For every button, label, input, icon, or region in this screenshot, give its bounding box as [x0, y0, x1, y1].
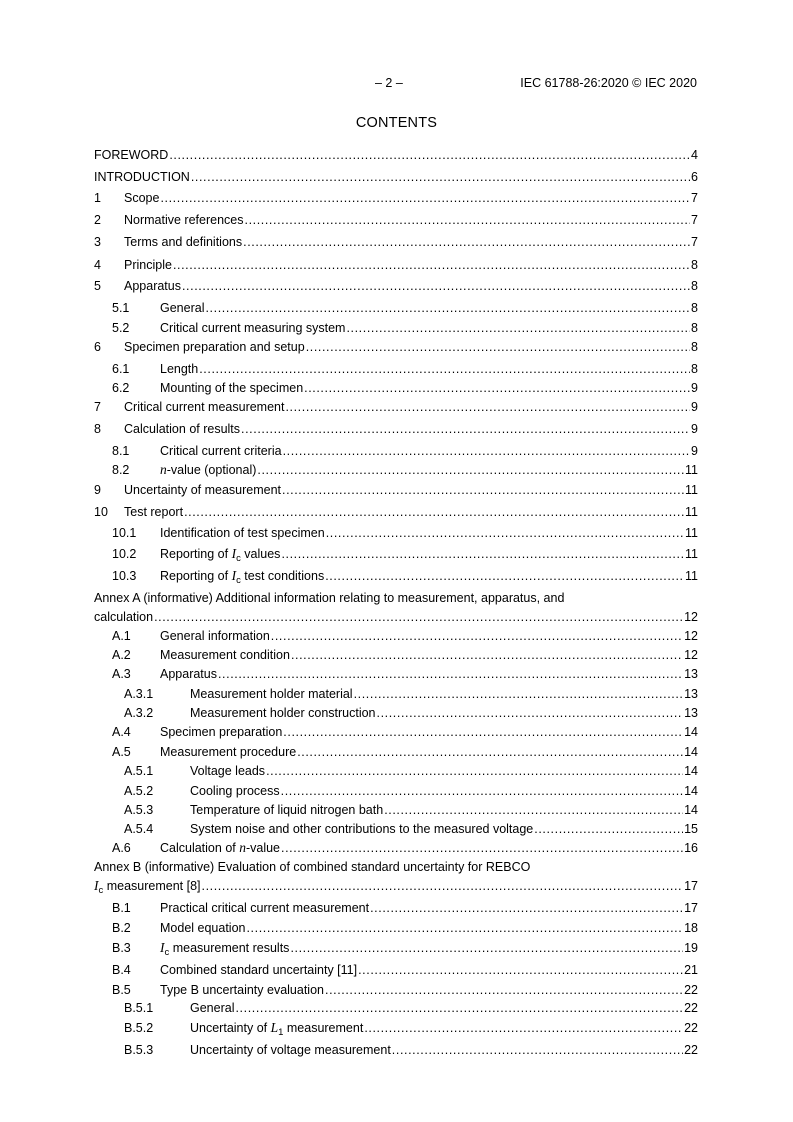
dot-leader: [297, 744, 683, 760]
toc-entry-row[interactable]: [94, 763, 698, 779]
dot-leader: [199, 361, 690, 377]
entry-title-text: General information: [160, 629, 270, 643]
toc-entry-row[interactable]: [94, 300, 698, 316]
entry-title: [190, 1020, 363, 1036]
entry-title: [160, 443, 282, 459]
dot-leader: [306, 339, 690, 355]
entry-number: B.2: [112, 921, 131, 935]
entry-page-number: 11: [685, 483, 698, 497]
dot-leader: [358, 962, 683, 978]
symbol-text: I: [231, 546, 237, 561]
entry-page-number: 22: [684, 1001, 698, 1015]
dot-leader: [205, 300, 690, 316]
entry-page-number: 17: [684, 901, 698, 915]
entry-number: 7: [94, 400, 101, 414]
entry-page-number: 22: [684, 983, 698, 997]
entry-page-number: 14: [684, 784, 698, 798]
entry-page-number: 9: [691, 444, 698, 458]
symbol-subscript: 1: [278, 1027, 284, 1038]
entry-title-text: -value (optional): [166, 463, 257, 477]
entry-page-number: 9: [691, 400, 698, 414]
dot-leader: [285, 399, 690, 415]
entry-title: [160, 300, 204, 316]
entry-page-number: 8: [691, 301, 698, 315]
entry-title: [190, 1042, 391, 1058]
entry-page-number: 6: [691, 170, 698, 184]
entry-page-number: 14: [684, 725, 698, 739]
entry-page-number: 8: [691, 321, 698, 335]
entry-title-text: Principle: [124, 258, 172, 272]
entry-page-number: 21: [684, 963, 698, 977]
entry-page-number: 11: [685, 463, 698, 477]
entry-title: [124, 504, 183, 520]
dot-leader: [325, 982, 683, 998]
symbol-text: L: [270, 1020, 279, 1035]
entry-title-prefix: Calculation of: [160, 841, 240, 855]
toc-entry-row[interactable]: [94, 724, 698, 740]
entry-title: [160, 647, 290, 663]
dot-leader: [257, 462, 684, 478]
entry-page-number: 12: [684, 629, 698, 643]
toc-entry-row[interactable]: [94, 169, 698, 185]
entry-title: [124, 190, 159, 206]
dot-leader: [202, 878, 684, 894]
toc-entry-row[interactable]: [94, 278, 698, 294]
dot-leader: [377, 705, 684, 721]
entry-title: [160, 940, 289, 956]
entry-number: A.3.1: [124, 687, 154, 701]
dot-leader: [169, 147, 690, 163]
entry-title: [160, 628, 270, 644]
entry-number: B.5.1: [124, 1001, 154, 1015]
dot-leader: [173, 257, 690, 273]
entry-number: 4: [94, 258, 101, 272]
entry-number: 2: [94, 213, 101, 227]
entry-page-number: 7: [691, 235, 698, 249]
dot-leader: [246, 920, 683, 936]
entry-page-number: 19: [684, 941, 698, 955]
toc-entry-row[interactable]: [94, 840, 698, 856]
dot-leader: [271, 628, 683, 644]
entry-number: B.5: [112, 983, 131, 997]
entry-number: 10: [94, 505, 108, 519]
symbol-subscript: c: [98, 885, 104, 896]
dot-leader: [326, 525, 684, 541]
entry-page-number: 13: [684, 667, 698, 681]
page-number: – 2 –: [375, 76, 403, 90]
entry-title: [190, 821, 533, 837]
entry-page-number: 16: [684, 841, 698, 855]
entry-page-number: 13: [684, 706, 698, 720]
entry-number: B.5.2: [124, 1021, 154, 1035]
entry-number: B.1: [112, 901, 131, 915]
entry-page-number: 11: [685, 569, 698, 583]
entry-page-number: 8: [691, 362, 698, 376]
entry-title-text: Specimen preparation and setup: [124, 340, 305, 354]
toc-entry-row[interactable]: [94, 399, 698, 415]
entry-number: 3: [94, 235, 101, 249]
entry-number: 8.1: [112, 444, 130, 458]
symbol-text: I: [94, 878, 99, 893]
entry-title: [160, 920, 245, 936]
toc-entry-row[interactable]: [94, 257, 698, 273]
entry-page-number: 11: [685, 526, 698, 540]
symbol-text: n: [239, 840, 246, 855]
entry-title: [124, 212, 244, 228]
symbol-text: I: [231, 568, 237, 583]
toc-entry-row[interactable]: [94, 1020, 698, 1036]
dot-leader: [191, 169, 690, 185]
toc-entry-row[interactable]: [94, 525, 698, 541]
toc-entry-row[interactable]: [94, 380, 698, 396]
entry-title: [160, 724, 282, 740]
dot-leader: [291, 647, 683, 663]
entry-title-prefix: Uncertainty of: [190, 1021, 271, 1035]
entry-title: [160, 361, 198, 377]
entry-title: [124, 257, 172, 273]
entry-title-prefix: Reporting of: [160, 569, 232, 583]
entry-title: [94, 169, 190, 185]
entry-title: [124, 234, 242, 250]
entry-title-text: INTRODUCTION: [94, 170, 190, 184]
entry-title-text: System noise and other contributions to the measured voltage: [190, 822, 534, 836]
entry-title: [160, 962, 357, 978]
entry-page-number: 8: [691, 340, 698, 354]
dot-leader: [266, 763, 683, 779]
entry-title-text: Normative references: [124, 213, 244, 227]
entry-page-number: 14: [684, 803, 698, 817]
entry-number: A.6: [112, 841, 131, 855]
entry-title-text: Measurement holder material: [190, 687, 353, 701]
toc-entry-row[interactable]: [94, 686, 698, 702]
entry-number: 1: [94, 191, 101, 205]
entry-title-text: Apparatus: [160, 667, 217, 681]
entry-title-text: Annex A (informative) Additional information relating to measurement, apparatus, and: [94, 591, 565, 605]
toc-entry-row[interactable]: [94, 821, 698, 837]
symbol-subscript: c: [236, 553, 241, 564]
dot-leader: [346, 320, 690, 336]
entry-title-text: General: [190, 1001, 235, 1015]
entry-title-text: Test report: [124, 505, 184, 519]
entry-title-text: Identification of test specimen: [160, 526, 325, 540]
toc-entry-row[interactable]: [94, 878, 698, 894]
entry-title: [190, 1000, 234, 1016]
entry-title: [94, 147, 168, 163]
toc-entry-row[interactable]: [94, 647, 698, 663]
entry-page-number: 7: [691, 191, 698, 205]
dot-leader: [282, 482, 684, 498]
symbol-subscript: c: [236, 575, 241, 586]
entry-number: A.5.4: [124, 822, 154, 836]
entry-title-text: Terms and definitions: [124, 235, 243, 249]
entry-number: A.1: [112, 629, 131, 643]
entry-title: [160, 840, 280, 856]
entry-page-number: 12: [684, 610, 698, 624]
entry-number: 5: [94, 279, 101, 293]
entry-page-number: 22: [684, 1043, 698, 1057]
entry-page-number: 13: [684, 687, 698, 701]
entry-title: [124, 482, 281, 498]
dot-leader: [241, 421, 690, 437]
entry-title-text: Temperature of liquid nitrogen bath: [190, 803, 384, 817]
entry-number: A.5.3: [124, 803, 154, 817]
entry-number: 6.1: [112, 362, 130, 376]
dot-leader: [281, 840, 683, 856]
toc-entry-row[interactable]: [94, 546, 698, 562]
entry-title-text: Voltage leads: [190, 764, 266, 778]
entry-title-text: General: [160, 301, 205, 315]
dot-leader: [304, 380, 690, 396]
entry-title-continuation: calculation: [94, 610, 154, 624]
entry-title-text: Type B uncertainty evaluation: [160, 983, 324, 997]
entry-page-number: 9: [691, 422, 698, 436]
dot-leader: [218, 666, 683, 682]
toc-entry-row[interactable]: [94, 744, 698, 760]
toc-entry-row[interactable]: [94, 982, 698, 998]
dot-leader: [235, 1000, 683, 1016]
symbol-text: n: [160, 462, 167, 477]
entry-title-text: Uncertainty of measurement: [124, 483, 282, 497]
toc-entry-row[interactable]: [94, 504, 698, 520]
entry-page-number: 12: [684, 648, 698, 662]
entry-title: [190, 763, 265, 779]
toc-entry-row[interactable]: [94, 802, 698, 818]
toc-entry-row[interactable]: [94, 568, 698, 584]
entry-number: B.5.3: [124, 1043, 154, 1057]
entry-page-number: 11: [685, 547, 698, 561]
dot-leader: [281, 546, 684, 562]
entry-number: B.3: [112, 941, 131, 955]
dot-leader: [283, 443, 690, 459]
toc-entry-row[interactable]: [94, 190, 698, 206]
page-header: [0, 76, 793, 92]
toc-entry-row[interactable]: [94, 443, 698, 459]
entry-title: [160, 525, 325, 541]
standard-reference: IEC 61788-26:2020 © IEC 2020: [520, 76, 697, 90]
entry-title-text: Specimen preparation: [160, 725, 283, 739]
dot-leader: [154, 609, 683, 625]
toc-entry-row[interactable]: [94, 462, 698, 478]
entry-number: B.4: [112, 963, 131, 977]
toc-entry-row[interactable]: [94, 962, 698, 978]
toc-entry-row[interactable]: [94, 628, 698, 644]
dot-leader: [160, 190, 690, 206]
entry-number: A.4: [112, 725, 131, 739]
entry-title: [124, 421, 240, 437]
toc-entry-row[interactable]: [94, 940, 698, 956]
entry-title-text: Uncertainty of voltage measurement: [190, 1043, 391, 1057]
toc-entry-row[interactable]: [94, 147, 698, 163]
symbol-subscript: c: [164, 947, 170, 958]
entry-title: [124, 339, 305, 355]
toc-entry-row[interactable]: [94, 421, 698, 437]
entry-title-text: Measurement holder construction: [190, 706, 376, 720]
dot-leader: [290, 940, 683, 956]
toc-entry-row[interactable]: [94, 1000, 698, 1016]
entry-title-text: FOREWORD: [94, 148, 169, 162]
entry-title-text: values: [240, 547, 281, 561]
toc-entry-row[interactable]: [94, 339, 698, 355]
toc-entry-row[interactable]: [94, 900, 698, 916]
toc-entry-row[interactable]: [94, 666, 698, 682]
entry-title-prefix: Reporting of: [160, 547, 232, 561]
entry-number: 10.2: [112, 547, 137, 561]
entry-number: 5.2: [112, 321, 130, 335]
entry-title-text: measurement results: [169, 941, 290, 955]
toc-entry-row[interactable]: [94, 1042, 698, 1058]
toc-entry-row[interactable]: [94, 705, 698, 721]
dot-leader: [184, 504, 684, 520]
entry-title-text: -value: [245, 841, 281, 855]
dot-leader: [392, 1042, 683, 1058]
entry-title-text: Combined standard uncertainty [11]: [160, 963, 358, 977]
toc-entry-row[interactable]: [94, 920, 698, 936]
entry-page-number: 7: [691, 213, 698, 227]
entry-number: A.5.2: [124, 784, 154, 798]
entry-title: [190, 783, 280, 799]
entry-title: [160, 568, 324, 584]
entry-number: 6.2: [112, 381, 130, 395]
entry-title-continuation: measurement [8]: [103, 879, 201, 893]
entry-title-text: Critical current measurement: [124, 400, 285, 414]
entry-page-number: 18: [684, 921, 698, 935]
toc-entry-annex-heading[interactable]: [94, 859, 698, 875]
toc-entry-row[interactable]: [94, 320, 698, 336]
entry-title-text: Annex B (informative) Evaluation of combined standard uncertainty for REBCO: [94, 860, 531, 874]
dot-leader: [283, 724, 683, 740]
entry-title-text: Critical current measuring system: [160, 321, 346, 335]
entry-page-number: 8: [691, 279, 698, 293]
entry-title-text: Cooling process: [190, 784, 280, 798]
entry-number: 5.1: [112, 301, 130, 315]
entry-title-text: Measurement procedure: [160, 745, 297, 759]
entry-title: [160, 744, 296, 760]
entry-title-text: Length: [160, 362, 199, 376]
entry-title-text: Practical critical current measurement: [160, 901, 370, 915]
entry-title-text: Apparatus: [124, 279, 181, 293]
toc-entry-row[interactable]: [94, 234, 698, 250]
entry-page-number: 17: [684, 879, 698, 893]
toc-entry-annex-heading[interactable]: [94, 590, 698, 606]
entry-page-number: 11: [685, 505, 698, 519]
toc-entry-row[interactable]: [94, 783, 698, 799]
entry-title: [190, 802, 383, 818]
entry-title-text: measurement: [283, 1021, 364, 1035]
toc-entry-row[interactable]: [94, 609, 698, 625]
entry-number: 6: [94, 340, 101, 354]
entry-title: [124, 278, 181, 294]
dot-leader: [182, 278, 690, 294]
entry-title: [94, 878, 201, 894]
dot-leader: [534, 821, 683, 837]
entry-page-number: 9: [691, 381, 698, 395]
entry-page-number: 8: [691, 258, 698, 272]
dot-leader: [281, 783, 683, 799]
entry-number: 10.1: [112, 526, 137, 540]
entry-title: [160, 666, 217, 682]
page-title: CONTENTS: [355, 115, 438, 131]
entry-number: 9: [94, 483, 101, 497]
entry-number: A.2: [112, 648, 131, 662]
dot-leader: [243, 234, 690, 250]
entry-title: [160, 982, 324, 998]
entry-title-text: Mounting of the specimen: [160, 381, 304, 395]
entry-title: [160, 320, 345, 336]
entry-title: [190, 705, 376, 721]
toc-entry-row[interactable]: [94, 361, 698, 377]
entry-title: [160, 900, 369, 916]
dot-leader: [384, 802, 683, 818]
dot-leader: [325, 568, 684, 584]
entry-title-text: Critical current criteria: [160, 444, 282, 458]
entry-number: 8: [94, 422, 101, 436]
dot-leader: [364, 1020, 683, 1036]
entry-number: A.3: [112, 667, 131, 681]
entry-page-number: 4: [691, 148, 698, 162]
entry-page-number: 14: [684, 764, 698, 778]
entry-title-text: Measurement condition: [160, 648, 290, 662]
entry-number: A.3.2: [124, 706, 154, 720]
entry-number: A.5: [112, 745, 131, 759]
entry-title-text: Scope: [124, 191, 160, 205]
toc-entry-row[interactable]: [94, 212, 698, 228]
entry-page-number: 15: [684, 822, 698, 836]
dot-leader: [245, 212, 691, 228]
entry-title: [124, 399, 284, 415]
entry-title: [94, 609, 153, 625]
entry-title: [160, 546, 280, 562]
entry-page-number: 14: [684, 745, 698, 759]
toc-entry-row[interactable]: [94, 482, 698, 498]
dot-leader: [354, 686, 684, 702]
entry-title-text: Calculation of results: [124, 422, 241, 436]
entry-title-text: Model equation: [160, 921, 246, 935]
entry-number: A.5.1: [124, 764, 154, 778]
entry-title-text: test conditions: [240, 569, 325, 583]
symbol-text: I: [160, 940, 165, 955]
entry-title: [160, 380, 303, 396]
entry-number: 8.2: [112, 463, 130, 477]
dot-leader: [370, 900, 683, 916]
entry-title: [160, 462, 256, 478]
entry-page-number: 22: [684, 1021, 698, 1035]
entry-title: [190, 686, 353, 702]
entry-number: 10.3: [112, 569, 137, 583]
